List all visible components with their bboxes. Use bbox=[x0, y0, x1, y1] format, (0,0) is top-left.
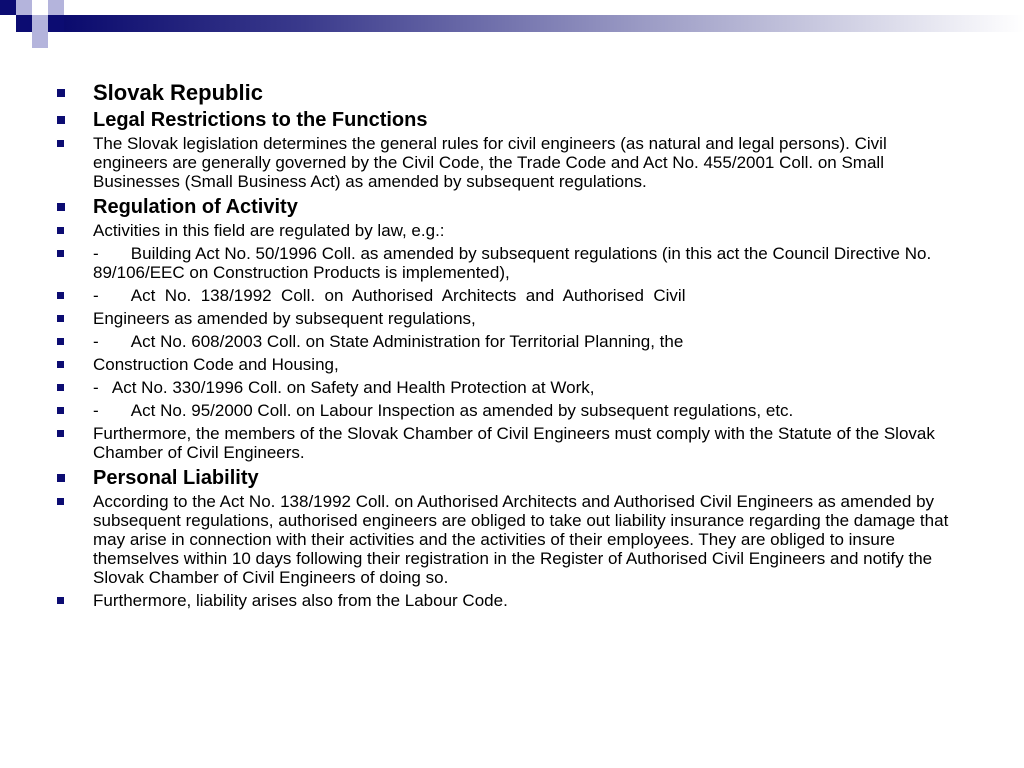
bullet-item bbox=[55, 591, 960, 610]
bullet-text: The Slovak legislation determines the general rules for civil engineers (as natural and legal persons). Civil engineers are generally governed by the Civil Code, the Trade Code and Act No. 455/2001 Coll. on Small Businesses (Small Business Act) as amended by subsequent regulations. bbox=[93, 134, 892, 191]
decor-square-navy-mid bbox=[16, 15, 32, 32]
bullet-text: Construction Code and Housing, bbox=[93, 355, 339, 374]
decor-square-lavender-right bbox=[48, 0, 64, 15]
bullet-square-icon bbox=[57, 338, 64, 345]
bullet-item bbox=[55, 378, 960, 397]
bullet-text: According to the Act No. 138/1992 Coll. on Authorised Architects and Authorised Civil Engineers as amended by subsequent regulations, authorised engineers are obliged to take out liability insurance regarding the damage that may arise in connection with their activities and the activities of their employees. They are obliged to insure themselves within 10 days following their registration in the Register of Authorised Civil Engineers and notify the Slovak Chamber of Civil Engineers of doing so. bbox=[93, 492, 954, 587]
bullet-item bbox=[55, 355, 960, 374]
bullet-item bbox=[55, 332, 960, 351]
bullet-text: - Act No. 608/2003 Coll. on State Administration for Territorial Planning, the bbox=[93, 332, 684, 351]
decor-square-lavender-bottom bbox=[32, 32, 48, 48]
bullet-text: Engineers as amended by subsequent regulations, bbox=[93, 309, 476, 328]
bullet-square-icon bbox=[57, 474, 65, 482]
bullet-text: Furthermore, the members of the Slovak Chamber of Civil Engineers must comply with the Statute of the Slovak Chamber of Civil Engineers. bbox=[93, 424, 940, 462]
header-decoration bbox=[0, 0, 1024, 48]
section-heading bbox=[55, 195, 960, 219]
bullet-text: Personal Liability bbox=[93, 467, 259, 489]
bullet-item bbox=[55, 221, 960, 240]
bullet-square-icon bbox=[57, 384, 64, 391]
section-heading bbox=[55, 108, 960, 132]
bullet-text: - Act No. 138/1992 Coll. on Authorised Architects and Authorised Civil bbox=[93, 286, 686, 305]
header-gradient-bar bbox=[64, 15, 1024, 32]
bullet-text: - Act No. 330/1996 Coll. on Safety and Health Protection at Work, bbox=[93, 378, 595, 397]
bullet-square-icon bbox=[57, 597, 64, 604]
bullet-text: - Building Act No. 50/1996 Coll. as amended by subsequent regulations (in this act the Council Directive No. 89/106/EEC on Construction Products is implemented), bbox=[93, 244, 936, 282]
bullet-square-icon bbox=[57, 250, 64, 257]
bullet-square-icon bbox=[57, 203, 65, 211]
bullet-item bbox=[55, 134, 960, 191]
bullet-text: Activities in this field are regulated by law, e.g.: bbox=[93, 221, 445, 240]
bullet-text: Slovak Republic bbox=[93, 80, 263, 105]
decor-square-lavender-top bbox=[16, 0, 32, 15]
bullet-item bbox=[55, 401, 960, 420]
bullet-text: Regulation of Activity bbox=[93, 196, 298, 218]
bullet-item bbox=[55, 286, 960, 305]
bullet-square-icon bbox=[57, 498, 64, 505]
bullet-square-icon bbox=[57, 430, 64, 437]
bullet-text: - Act No. 95/2000 Coll. on Labour Inspection as amended by subsequent regulations, etc. bbox=[93, 401, 794, 420]
bullet-square-icon bbox=[57, 89, 65, 97]
bullet-text: Legal Restrictions to the Functions bbox=[93, 109, 428, 131]
bullet-square-icon bbox=[57, 227, 64, 234]
decor-square-navy-top bbox=[0, 0, 16, 15]
bullet-square-icon bbox=[57, 407, 64, 414]
bullet-item bbox=[55, 492, 960, 587]
bullet-item bbox=[55, 424, 960, 462]
bullet-square-icon bbox=[57, 315, 64, 322]
slide-heading bbox=[55, 80, 960, 106]
decor-square-navy-band bbox=[48, 15, 64, 32]
section-heading bbox=[55, 466, 960, 490]
decor-square-lavender-mid bbox=[32, 15, 48, 32]
bullet-square-icon bbox=[57, 116, 65, 124]
bullet-square-icon bbox=[57, 140, 64, 147]
bullet-item bbox=[55, 309, 960, 328]
bullet-square-icon bbox=[57, 292, 64, 299]
slide-content bbox=[55, 80, 960, 614]
bullet-item bbox=[55, 244, 960, 282]
bullet-square-icon bbox=[57, 361, 64, 368]
bullet-text: Furthermore, liability arises also from the Labour Code. bbox=[93, 591, 508, 610]
